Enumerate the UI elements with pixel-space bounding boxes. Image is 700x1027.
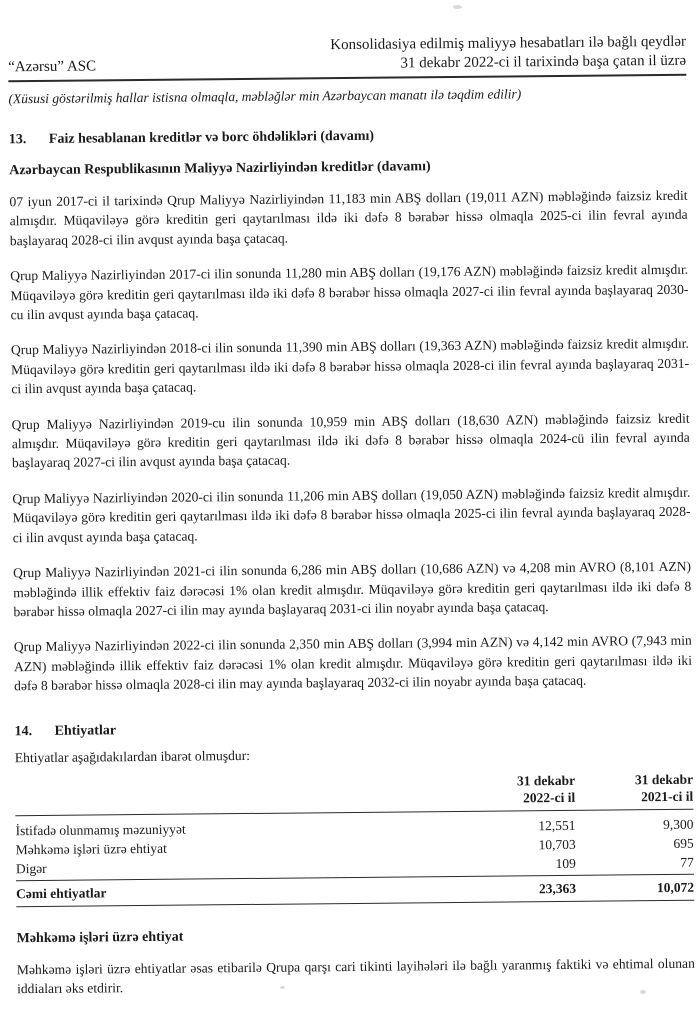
section-13-heading [9, 126, 687, 149]
section-13-subtitle: Azərbaycan Respublikasının Maliyyə Nazirliyindən kreditlər (davamı) [9, 159, 431, 179]
provisions-intro: Ehtiyatlar aşağıdakılardan ibarət olmuşdur: [14, 747, 251, 765]
total-value-2021: 10,072 [656, 879, 695, 896]
table-body [15, 809, 694, 882]
company-name: “Azərsu” ASC [8, 58, 97, 76]
section-14-number: 14. [14, 723, 33, 739]
loan-paragraph: 07 iyun 2017-ci il tarixində Qrup Maliyyə Nazirliyindən 11,183 min ABŞ dolları (19,011 AZN) məbləğində faizsiz kredit almışdır. Müqaviləyə görə kreditin geri qaytarılması ildə iki dəfə 8 bərabər hissə olmaqla 2025-ci ilin fevral ayında başlayaraq 2028-ci ilin avqust ayında başa çatacaq. [9, 187, 688, 249]
row-value-2021: 695 [673, 835, 694, 851]
section-13-title: Faiz hesablanan kreditlər və borc öhdəlikləri (davamı) [48, 128, 375, 147]
section-13-number: 13. [8, 132, 27, 148]
report-title-line2: 31 dekabr 2022-ci il tarixində başa çatan il üzrə [400, 52, 687, 72]
scan-speck [280, 986, 285, 989]
row-label: Digər [15, 860, 47, 877]
total-label: Cəmi ehtiyatlar [16, 885, 107, 902]
document-header [8, 33, 686, 83]
currency-note: (Xüsusi göstərilmiş hallar istisna olmaqla, məbləğlər min Azərbaycan manatı ilə təqdim edilir) [8, 86, 522, 107]
row-value-2021: 77 [680, 854, 694, 870]
loan-paragraph: Qrup Maliyyə Nazirliyindən 2017-ci ilin sonunda 11,280 min ABŞ dolları (19,176 AZN) məbləğində faizsiz kredit almışdır. Müqaviləyə görə kreditin geri qaytarılması ildə iki dəfə 8 bərabər hissə olmaqla 2027-ci ilin fevral ayında başlayaraq 2030-cu ilin avqust ayında başa çatacaq. [10, 261, 689, 323]
row-value-2022: 12,551 [538, 817, 576, 834]
loan-paragraph: Qrup Maliyyə Nazirliyindən 2021-ci ilin sonunda 6,286 min ABŞ dolları (10,686 AZN) və 4,208 min AVRO (8,101 AZN) məbləğində illik effektiv faiz dərəcəsi 1% olan kredit almışdır. Müqaviləyə görə kreditin geri qaytarılması ildə iki dəfə 8 bərabər hissə olmaqla 2027-ci ilin may ayında başlayaraq 2031-ci ilin noyabr ayında başa çatacaq. [12, 558, 692, 620]
court-provision-heading: Məhkəmə işləri üzrə ehtiyat [16, 929, 184, 947]
table-total-row [16, 875, 694, 908]
row-value-2022: 109 [555, 855, 576, 871]
loan-paragraph: Qrup Maliyyə Nazirliyindən 2018-ci ilin sonunda 11,390 min ABŞ dolları (19,363 AZN) məbləğində faizsiz kredit almışdır. Müqaviləyə görə kreditin geri qaytarılması ildə iki dəfə 8 bərabər hissə olmaqla 2028-ci ilin fevral ayında başlayaraq 2031-ci ilin avqust ayında başa çatacaq. [10, 336, 690, 397]
loan-paragraph: Qrup Maliyyə Nazirliyindən 2022-ci ilin sonunda 2,350 min ABŞ dolları (3,994 min AZN) və 4,142 min AVRO (7,943 min AZN) məbləğində illik effektiv faiz dərəcəsi 1% olan kredit almışdır. Müqaviləyə görə kreditin geri qaytarılması ildə iki dəfə 8 bərabər hissə olmaqla 2028-ci ilin may ayında başlayaraq 2032-ci ilin noyabr ayında başa çatacaq. [13, 633, 692, 694]
loan-paragraph: Qrup Maliyyə Nazirliyindən 2019-cu ilin sonunda 10,959 min ABŞ dolları (18,630 AZN) məbləğində faizsiz kredit almışdır. Müqaviləyə görə kreditin geri qaytarılması ildə iki dəfə 8 bərabər hissə olmaqla 2024-cü ilin fevral ayında başlayaraq 2027-ci ilin avqust ayında başa çatacaq. [11, 410, 690, 471]
row-label: İstifadə olunmamış məzuniyyət [15, 821, 186, 839]
report-title-line1: Konsolidasiya edilmiş maliyyə hesabatları ilə bağlı qeydlər [330, 33, 687, 54]
row-value-2022: 10,703 [538, 836, 576, 853]
court-provision-paragraph: Məhkəmə işləri üzrə ehtiyatlar əsas etibarilə Qrupa qarşı cari tikinti layihələri ilə bağlı yaranmış faktiki və ehtimal olunan iddiaları əks etdirir. [16, 955, 695, 997]
column-header-2021: 31 dekabr 2021-ci il [634, 771, 694, 805]
row-label: Məhkəmə işləri üzrə ehtiyat [15, 840, 167, 858]
total-value-2022: 23,363 [538, 880, 577, 897]
section-14-heading [15, 717, 693, 740]
section-14-title: Ehtiyatlar [54, 722, 117, 739]
provisions-table [15, 771, 694, 908]
column-header-2022: 31 dekabr 2022-ci il [516, 772, 576, 806]
table-header-row [15, 771, 693, 816]
scan-speck [640, 990, 646, 994]
scan-speck [453, 5, 462, 9]
report-title [330, 33, 686, 74]
row-value-2021: 9,300 [663, 816, 694, 832]
loan-paragraph: Qrup Maliyyə Nazirliyindən 2020-ci ilin sonunda 11,206 min ABŞ dolları (19,050 AZN) məbləğində faizsiz kredit almışdır. Müqaviləyə görə kreditin geri qaytarılması ildə iki dəfə 8 bərabər hissə olmaqla 2025-ci ilin fevral ayında başlayaraq 2028-ci ilin avqust ayında başa çatacaq. [12, 484, 691, 545]
